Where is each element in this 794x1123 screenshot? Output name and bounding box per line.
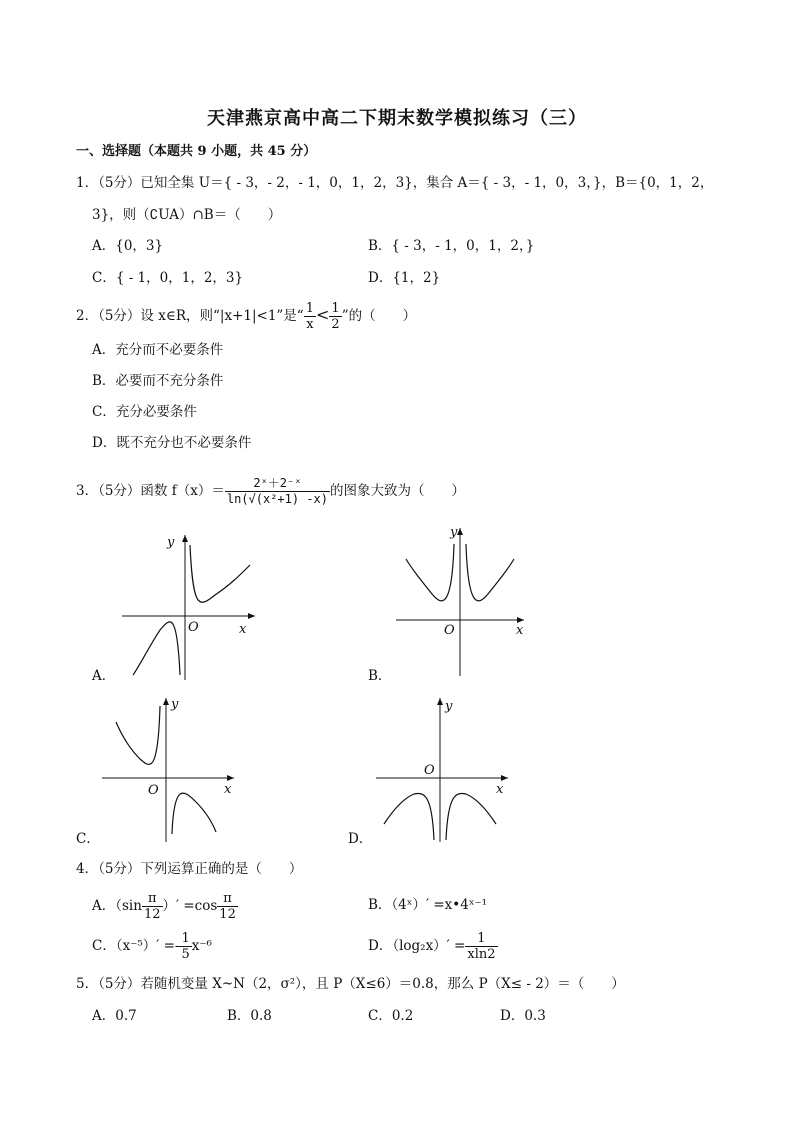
q5-stem: 5．（5分）若随机变量 X~N（2，σ²），且 P（X≤6）＝0.8，那么 P（X≤ - 2）＝（ ） [76,976,625,992]
q3-graph-d [372,694,517,844]
q4-c-frac-num: 1 [181,931,190,946]
q3-stem [76,469,465,513]
q1-option-d: D．{1，2} [368,270,441,286]
graph-d-origin-label: O [424,763,435,778]
graph-a-y-label: y [167,535,175,550]
q3-graph-a [115,530,265,685]
q4-a-frac1 [142,891,163,922]
q4-option-b: B．（4ˣ）′ =x•4ˣ⁻¹ [368,897,488,913]
q5-option-d: D．0.3 [500,1008,546,1024]
q3-option-b: B． [368,668,392,684]
q2-frac1-num: 1 [305,301,314,316]
q4-option-c [92,927,212,965]
q2-stem-post: ”的（ ） [341,308,417,324]
q2-option-b: B．必要而不充分条件 [92,373,224,389]
q4-a-frac2 [217,891,238,922]
q4-a-pre: A．（sin [92,898,142,914]
q2-fraction-1 [304,301,316,332]
q3-fraction [225,476,330,507]
q1-option-a: A．{0，3} [92,238,164,254]
graph-c-x-label: x [224,782,232,797]
q3-numerator: 2ˣ＋2⁻ˣ [225,476,330,492]
page-title: 天津燕京高中高二下期末数学模拟练习（三） [207,108,587,129]
q3-option-c: C． [76,831,100,847]
q2-less-than: < [316,305,330,324]
q2-frac2-den: 2 [331,317,340,332]
graph-d-y-label: y [445,699,453,714]
graph-a-origin-label: O [188,620,199,635]
q3-option-a: A． [92,668,116,684]
q4-a-frac2-num: π [217,891,238,907]
q4-c-frac-den: 5 [181,947,190,962]
q4-d-frac-den: xln2 [467,947,496,962]
graph-c-y-label: y [171,697,179,712]
q4-stem: 4．（5分）下列运算正确的是（ ） [76,861,303,877]
q5-option-c: C．0.2 [368,1008,414,1024]
q4-option-d [368,927,498,965]
section-heading: 一、选择题（本题共 9 小题，共 45 分） [76,144,317,159]
q5-option-b: B．0.8 [227,1008,272,1024]
q4-a-frac1-den: 12 [143,907,161,922]
q3-option-d: D． [348,831,373,847]
q4-c-post: x⁻⁶ [191,938,212,954]
q2-stem [76,297,416,334]
q4-c-pre: C．（x⁻⁵）′ =- [92,938,180,954]
q1-stem-line1: 1．（5分）已知全集 U＝{ - 3，- 2，- 1，0，1，2，3}，集合 A＝{ - 3，- 1，0，3，}，B＝{0，1，2， [76,175,714,191]
q4-d-frac [465,931,497,962]
q4-c-frac [179,931,191,962]
graph-a-x-label: x [239,622,247,637]
q2-frac1-den: x [306,317,314,332]
q2-option-d: D．既不充分也不必要条件 [92,435,252,451]
q2-fraction-2 [329,301,341,332]
q4-a-frac2-den: 12 [219,907,236,922]
q1-stem-line2: 3}，则（∁UA）∩B＝（ ） [92,207,282,223]
q3-graph-b [392,524,532,679]
q4-d-frac-num: 1 [465,931,497,947]
q4-a-frac1-num: π [142,891,163,907]
q3-stem-post: 的图象大致为（ ） [330,483,465,499]
q3-stem-pre: 3．（5分）函数 f（x）＝ [76,483,225,499]
q4-a-mid: ）′ =cos [162,898,218,914]
graph-b-y-label: y [450,525,458,540]
q3-denominator: ln(√(x²+1) -x) [226,492,328,506]
q1-option-c: C．{ - 1，0，1，2，3} [92,270,244,286]
graph-b-origin-label: O [444,623,455,638]
q3-graph-c [98,694,243,844]
graph-c-origin-label: O [148,783,159,798]
q2-option-a: A．充分而不必要条件 [92,342,224,358]
q2-option-c: C．充分必要条件 [92,404,197,420]
graph-b-x-label: x [516,623,524,638]
q2-frac2-num: 1 [331,301,340,316]
q4-option-a [92,887,238,925]
q4-d-pre: D．（log₂x）′ = [368,938,466,954]
q5-option-a: A．0.7 [92,1008,137,1024]
graph-d-x-label: x [496,782,504,797]
q1-option-b: B．{ - 3，- 1，0，1，2，} [368,238,535,254]
q2-stem-pre: 2．（5分）设 x∈R，则“|x+1|<1”是“ [76,308,304,324]
